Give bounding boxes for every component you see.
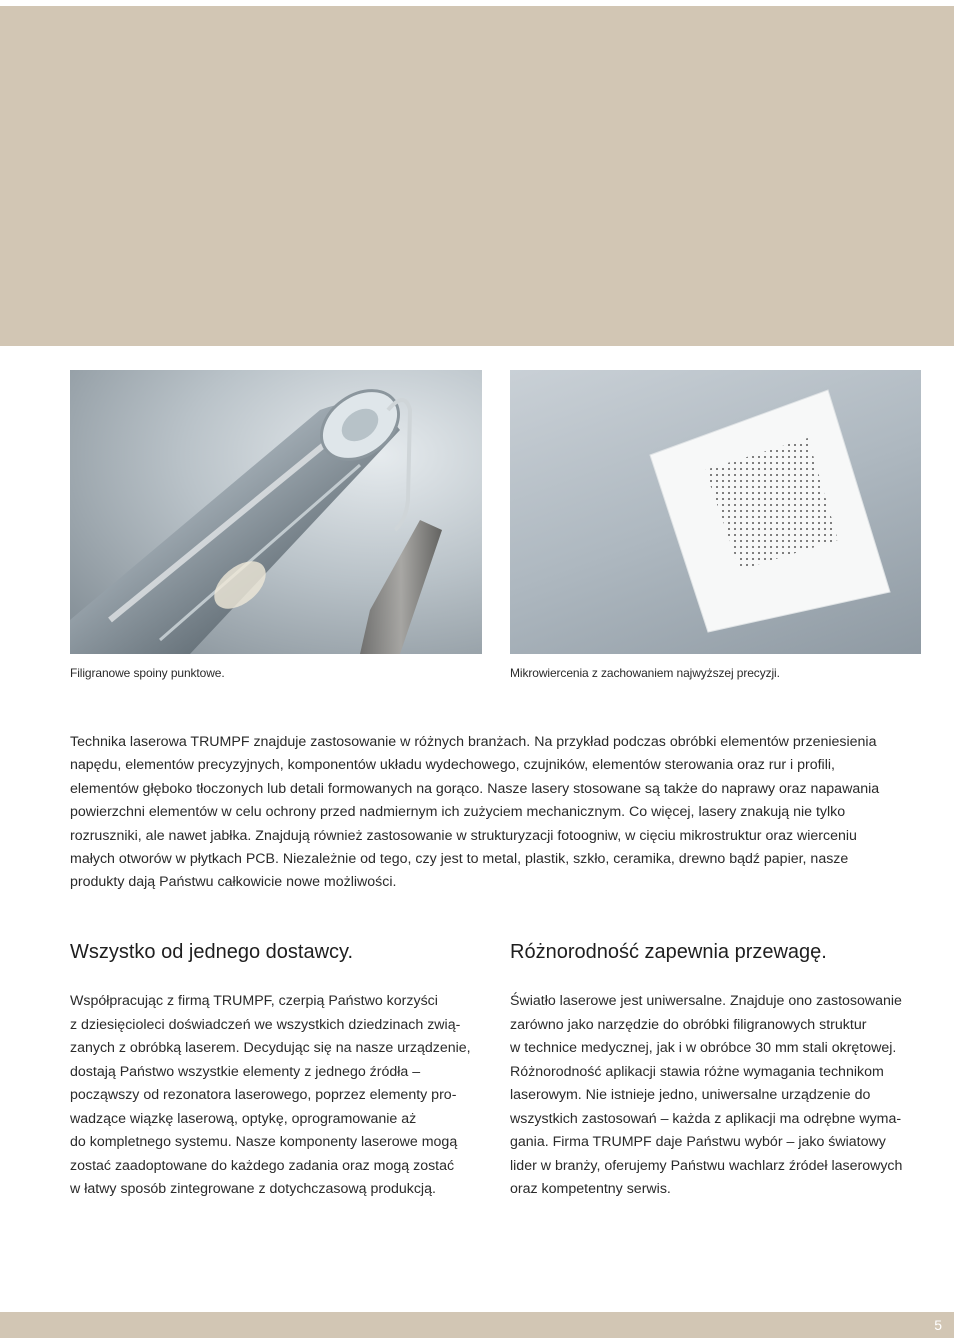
paragraph-line: z dziesięcioleci doświadczeń we wszystkich dziedzinach zwią- bbox=[70, 1016, 461, 1033]
intro-line: produkty dają Państwu całkowicie nowe możliwości. bbox=[70, 874, 397, 891]
paragraph-line: Różnorodność aplikacji stawia różne wymagania technikom bbox=[510, 1063, 884, 1080]
paragraph-line: lider w branży, oferujemy Państwu wachlarz źródeł laserowych bbox=[510, 1157, 903, 1174]
spot-weld-photo bbox=[70, 370, 482, 654]
paragraph-line: zarówno jako narzędzie do obróbki filigranowych struktur bbox=[510, 1016, 867, 1033]
paragraph-line: zostać zaadoptowane do każdego zadania oraz mogą zostać bbox=[70, 1157, 455, 1174]
paragraph-line: zanych z obróbką laserem. Decydując się na nasze urządzenie, bbox=[70, 1040, 471, 1056]
paragraph-line: Światło laserowe jest uniwersalne. Znajduje ono zastosowanie bbox=[510, 993, 902, 1009]
intro-line: Technika laserowa TRUMPF znajduje zastosowanie w różnych branżach. Na przykład podczas obróbki elementów przeniesienia bbox=[70, 734, 877, 750]
intro-line: powierzchni elementów w celu ochrony przed nadmiernym ich zużyciem mechanicznym. Co więcej, lasery znakują nie tylko bbox=[70, 804, 846, 821]
diversity-paragraph bbox=[510, 990, 930, 1202]
paragraph-line: wadzące wiązkę laserową, optykę, oprogramowanie aż bbox=[70, 1110, 417, 1127]
paragraph-line: wszystkich zastosowań – każda z aplikacji ma odrębne wyma- bbox=[510, 1110, 902, 1127]
intro-line: małych otworów w płytkach PCB. Niezależnie od tego, czy jest to metal, plastik, szkło, ceramika, drewno bądź papier, nasze bbox=[70, 851, 849, 868]
microdrilling-photo bbox=[510, 370, 921, 654]
section-heading-diversity: Różnorodność zapewnia przewagę. bbox=[510, 941, 827, 963]
left-image-caption: Filigranowe spoiny punktowe. bbox=[70, 666, 225, 680]
page-number: 5 bbox=[934, 1317, 942, 1333]
paragraph-line: dostają Państwo wszystkie elementy z jednego źródła – bbox=[70, 1063, 421, 1080]
paragraph-line: gania. Firma TRUMPF daje Państwu wybór – jako światowy bbox=[510, 1134, 886, 1150]
section-heading-supplier: Wszystko od jednego dostawcy. bbox=[70, 941, 354, 963]
supplier-paragraph bbox=[70, 990, 482, 1202]
intro-line: elementów głęboko tłoczonych lub detali formowanych na gorąco. Nasze lasery stosowane są także do naprawy oraz napawania bbox=[70, 780, 880, 797]
paragraph-line: w łatwy sposób zintegrowane z dotychczasową produkcją. bbox=[70, 1181, 436, 1197]
paragraph-line: w technice medycznej, jak i w obróbce 30 mm stali okrętowej. bbox=[510, 1040, 897, 1056]
intro-paragraph bbox=[70, 731, 930, 895]
paragraph-line: do kompletnego systemu. Nasze komponenty laserowe mogą bbox=[70, 1134, 458, 1150]
glass-tube-illustration bbox=[70, 370, 482, 654]
paragraph-line: Współpracując z firmą TRUMPF, czerpią Państwo korzyści bbox=[70, 993, 438, 1009]
paragraph-line: laserowym. Nie istnieje jedno, uniwersalne urządzenie do bbox=[510, 1087, 871, 1103]
ceramic-plate-illustration bbox=[510, 370, 921, 654]
paragraph-line: oraz kompetentny serwis. bbox=[510, 1181, 671, 1197]
intro-line: rozruszniki, ale nawet jabłka. Znajdują również zastosowanie w strukturyzacji fotoogniw, w cięciu mikrostruktur oraz wierceniu bbox=[70, 827, 857, 844]
paragraph-line: począwszy od rezonatora laserowego, poprzez elementy pro- bbox=[70, 1087, 457, 1103]
top-color-band bbox=[0, 6, 954, 346]
right-image-caption: Mikrowiercenia z zachowaniem najwyższej precyzji. bbox=[510, 666, 780, 680]
intro-line: napędu, elementów precyzyjnych, komponentów układu wydechowego, czujników, elementów sterowania oraz rur i profili, bbox=[70, 757, 835, 774]
footer-band bbox=[0, 1312, 954, 1338]
